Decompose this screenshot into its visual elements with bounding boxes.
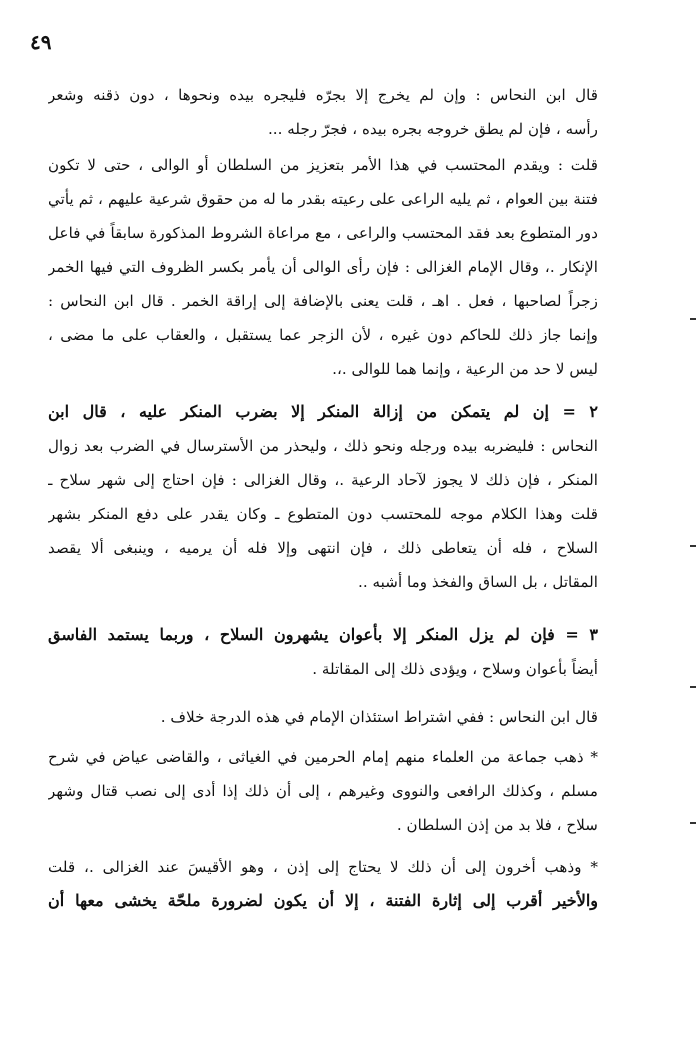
page-number: ٤٩ bbox=[30, 30, 52, 54]
text-line: دور المتطوع بعد فقد المحتسب والراعى ، مع مراعاة الشروط المذكورة سابقاً في فاعل bbox=[48, 224, 598, 242]
text-line: سلاح ، فلا بد من إذن السلطان . bbox=[396, 816, 598, 834]
paragraph-4 bbox=[48, 618, 598, 686]
text-line: النحاس : فليضربه بيده ورجله ونحو ذلك ، وليحذر من الأسترسال في الضرب بعد زوال bbox=[48, 437, 598, 455]
paragraph-6 bbox=[48, 740, 598, 842]
paragraph-5 bbox=[48, 700, 598, 734]
section-heading-3: ٣ = فإن لم يزل المنكر إلا بأعوان يشهرون السلاح ، وربما يستمد الفاسق bbox=[48, 625, 598, 644]
section-heading-2: ٢ = إن لم يتمكن من إزالة المنكر إلا بضرب المنكر عليه ، قال ابن bbox=[48, 402, 598, 421]
text-line: المقاتل ، بل الساق والفخذ وما أشبه .. bbox=[358, 573, 598, 591]
text-line: وإنما جاز ذلك للحاكم دون غيره ، لأن الزجر عما يستقبل ، والعقاب على ما مضى ، bbox=[48, 326, 598, 344]
margin-mark bbox=[690, 686, 696, 688]
text-line: أيضاً بأعوان وسلاح ، ويؤدى ذلك إلى المقاتلة . bbox=[312, 660, 598, 678]
text-line: قال ابن النحاس : وإن لم يخرج إلا بجرّه فليجره بيده ونحوها ، دون ذقنه وشعر bbox=[48, 86, 598, 104]
text-line: المنكر ، فإن ذلك لا يجوز لآحاد الرعية .، وقال الغزالى : فإن احتاج إلى شهر سلاح ـ bbox=[48, 471, 598, 489]
text-line: فتنة بين العوام ، ثم يليه الراعى على رعيته بقدر ما له من حقوق شرعية عليهم ، ثم يأتي bbox=[48, 190, 598, 208]
margin-mark bbox=[690, 545, 696, 547]
paragraph-1 bbox=[48, 78, 598, 146]
text-line: قال ابن النحاس : ففي اشتراط استئذان الإمام في هذه الدرجة خلاف . bbox=[160, 708, 598, 726]
text-line: قلت وهذا الكلام موجه للمحتسب دون المتطوع ـ وكان يقدر على دفع المنكر بشهر bbox=[48, 505, 598, 523]
text-line: * وذهب أخرون إلى أن ذلك لا يحتاج إلى إذن ، وهو الأقيسَ عند الغزالى .، قلت bbox=[48, 858, 598, 876]
text-line: مسلم ، وكذلك الرافعى والنووى وغيرهم ، إلى أن ذلك إذا أدى إلى نصب قتال وشهر bbox=[48, 782, 598, 800]
text-line: الإنكار .، وقال الإمام الغزالى : فإن رأى الوالى أن يأمر بكسر الظروف التي فيها الخمر bbox=[48, 258, 598, 276]
text-line: * ذهب جماعة من العلماء منهم إمام الحرمين في الغياثى ، والقاضى عياض في شرح bbox=[48, 748, 598, 766]
text-line: قلت : ويقدم المحتسب في هذا الأمر بتعزيز من السلطان أو الوالى ، حتى لا تكون bbox=[48, 156, 598, 174]
text-line: ليس لا حد من الرعية ، وإنما هما للوالى .،. bbox=[332, 360, 598, 378]
paragraph-7 bbox=[48, 850, 598, 918]
paragraph-3 bbox=[48, 395, 598, 599]
text-line: السلاح ، فله أن يتعاطى ذلك ، فإن انتهى وإلا فله أن يرميه ، وينبغى ألا يقصد bbox=[48, 539, 598, 557]
text-line: رأسه ، فإن لم يطق خروجه بجره بيده ، فجرّ رجله ... bbox=[267, 120, 598, 138]
paragraph-2 bbox=[48, 148, 598, 386]
text-line: زجراً لصاحبها ، فعل . اهـ ، قلت يعنى بالإضافة إلى إراقة الخمر . قال ابن النحاس : bbox=[48, 292, 598, 310]
margin-mark bbox=[690, 318, 696, 320]
margin-mark bbox=[690, 822, 696, 824]
text-line-bold: والأخير أقرب إلى إثارة الفتنة ، إلا أن يكون لضرورة ملحّة يخشى معها أن bbox=[48, 891, 598, 910]
